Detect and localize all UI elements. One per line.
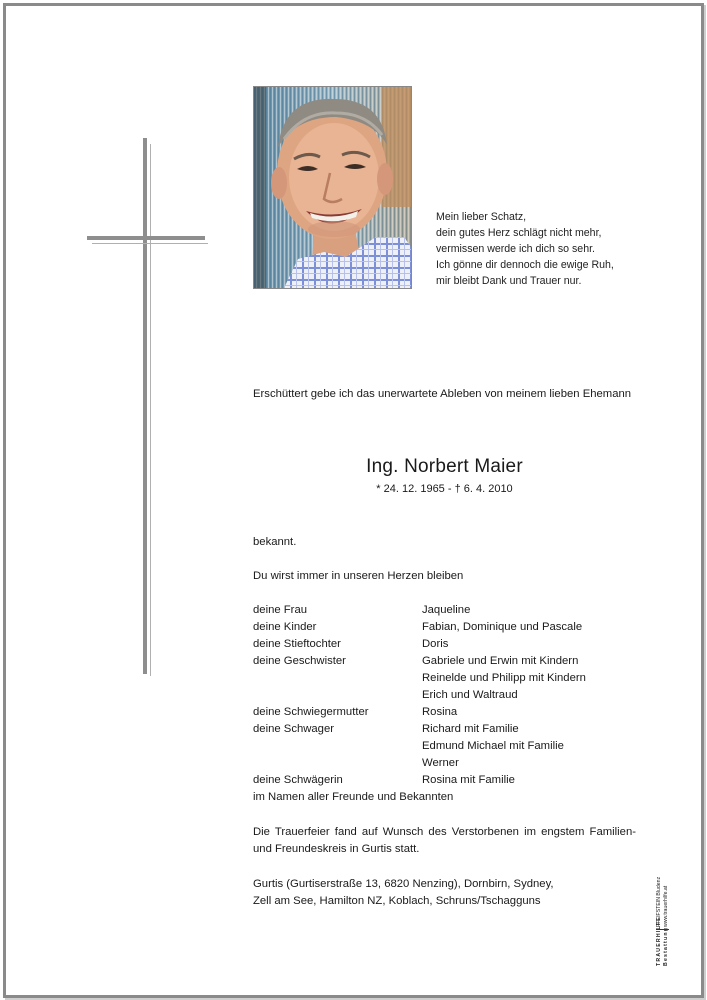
family-row bbox=[253, 670, 636, 687]
family-row bbox=[253, 704, 636, 721]
family-names: Rosina bbox=[422, 706, 458, 718]
poem-line: dein gutes Herz schlägt nicht mehr, bbox=[436, 227, 602, 239]
family-row bbox=[253, 687, 636, 704]
family-names: Doris bbox=[422, 638, 449, 650]
poem bbox=[436, 209, 676, 289]
ceremony-text: Die Trauerfeier fand auf Wunsch des Verstorbenen im engstem Familien- und Freundeskreis in Gurtis statt. bbox=[253, 826, 636, 855]
funeral-home-imprint bbox=[656, 877, 669, 966]
family-names: Fabian, Dominique und Pascale bbox=[422, 621, 583, 633]
family-relation: deine Frau bbox=[253, 604, 308, 616]
family-names: Rosina mit Familie bbox=[422, 774, 515, 786]
family-relation: deine Schwager bbox=[253, 723, 335, 735]
family-relation bbox=[253, 755, 422, 772]
poem-line: vermissen werde ich dich so sehr. bbox=[436, 243, 595, 255]
family-names: Gabriele und Erwin mit Kindern bbox=[422, 655, 579, 667]
family-row bbox=[253, 653, 636, 670]
family-relation: deine Stieftochter bbox=[253, 638, 341, 650]
family-row bbox=[253, 619, 636, 636]
family-relation: deine Kinder bbox=[253, 621, 317, 633]
family-relation: deine Schwiegermutter bbox=[253, 706, 369, 718]
family-row bbox=[253, 602, 636, 619]
family-relation: deine Schwägerin bbox=[253, 774, 343, 786]
family-row bbox=[253, 636, 636, 653]
intro-text: Erschüttert gebe ich das unerwartete Ableben von meinem lieben Ehemann bbox=[253, 388, 632, 400]
remembrance-text: Du wirst immer in unseren Herzen bleiben bbox=[253, 570, 464, 582]
bekannt-text: bekannt. bbox=[253, 536, 297, 548]
poem-line: mir bleibt Dank und Trauer nur. bbox=[436, 275, 582, 287]
family-names: Richard mit Familie bbox=[422, 723, 519, 735]
family-names: Edmund Michael mit Familie bbox=[422, 740, 564, 752]
family-names: Reinelde und Philipp mit Kindern bbox=[422, 672, 586, 684]
family-list bbox=[253, 602, 636, 806]
poem-line: Ich gönne dir dennoch die ewige Ruh, bbox=[436, 259, 614, 271]
family-names: Erich und Waltraud bbox=[422, 689, 518, 701]
family-names: Werner bbox=[422, 757, 459, 769]
family-relation bbox=[253, 670, 422, 687]
portrait-photo bbox=[253, 86, 412, 289]
places bbox=[253, 876, 636, 910]
imprint-company: PFEIFSTEIN Bludenz bbox=[656, 877, 663, 930]
family-relation bbox=[253, 687, 422, 704]
imprint-brand: TRAUERHILFE bbox=[656, 916, 662, 966]
family-names: Jaqueline bbox=[422, 604, 471, 616]
deceased-name: Ing. Norbert Maier bbox=[366, 456, 523, 477]
family-relation: deine Geschwister bbox=[253, 655, 346, 667]
places-line: Zell am See, Hamilton NZ, Koblach, Schruns/Tschagguns bbox=[253, 895, 541, 907]
family-row bbox=[253, 721, 636, 738]
family-row bbox=[253, 772, 636, 789]
life-dates: * 24. 12. 1965 - † 6. 4. 2010 bbox=[376, 483, 513, 495]
imprint-service: Bestattung bbox=[662, 926, 669, 966]
imprint-web: www.trauerhilfe.at bbox=[663, 886, 670, 930]
friends-line: im Namen aller Freunde und Bekannten bbox=[253, 791, 454, 803]
poem-line: Mein lieber Schatz, bbox=[436, 211, 527, 223]
family-row bbox=[253, 738, 636, 755]
family-row bbox=[253, 755, 636, 772]
places-line: Gurtis (Gurtiserstraße 13, 6820 Nenzing), Dornbirn, Sydney, bbox=[253, 878, 554, 890]
family-relation bbox=[253, 738, 422, 755]
